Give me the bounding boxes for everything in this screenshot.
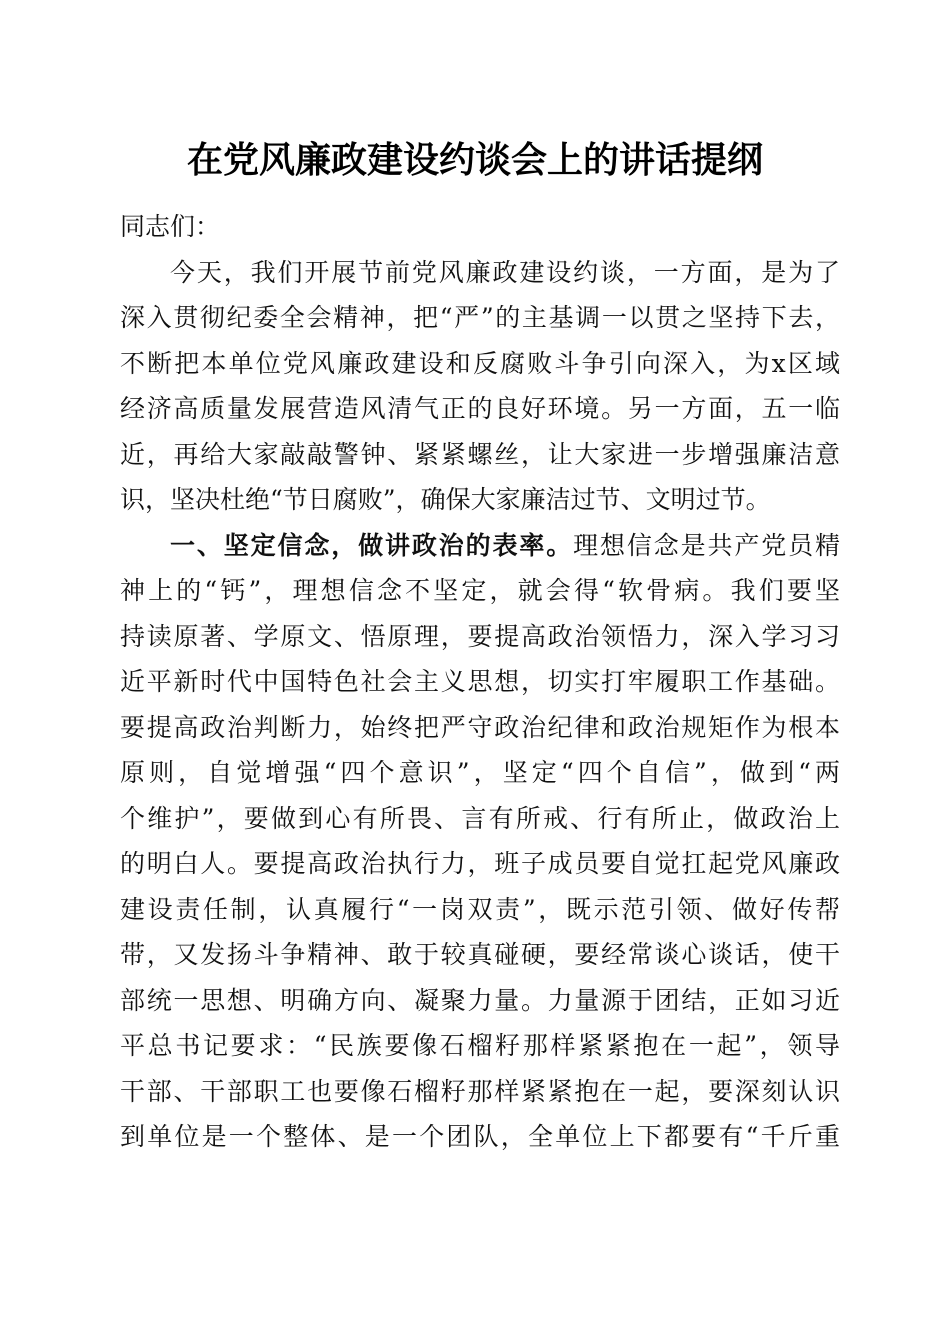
salutation: 同志们： bbox=[120, 212, 221, 241]
paragraph-line: 经济高质量发展营造风清气正的良好环境。另一方面，五一临 bbox=[120, 394, 840, 423]
paragraph-line: 神上的“钙”，理想信念不坚定，就会得“软骨病。我们要坚 bbox=[120, 576, 840, 605]
paragraph-line: 到单位是一个整体、是一个团队，全单位上下都要有“千斤重 bbox=[120, 1122, 840, 1151]
paragraph-line: 深入贯彻纪委全会精神，把“严”的主基调一以贯之坚持下去， bbox=[120, 303, 840, 332]
section-1 bbox=[120, 523, 840, 1160]
paragraph-line: 识，坚决杜绝“节日腐败”，确保大家廉洁过节、文明过节。 bbox=[120, 485, 771, 514]
paragraph-line: 今天，我们开展节前党风廉政建设约谈，一方面，是为了 bbox=[170, 257, 840, 287]
paragraph-line: 近，再给大家敲敲警钟、紧紧螺丝，让大家进一步增强廉洁意 bbox=[120, 439, 840, 469]
paragraph-1 bbox=[120, 250, 840, 523]
paragraph-line: 近平新时代中国特色社会主义思想，切实打牢履职工作基础。 bbox=[120, 667, 840, 696]
paragraph-line: 干部、干部职工也要像石榴籽那样紧紧抱在一起，要深刻认识 bbox=[120, 1076, 840, 1106]
paragraph-line: 要提高政治判断力，始终把严守政治纪律和政治规矩作为根本 bbox=[120, 712, 840, 742]
paragraph-line: 不断把本单位党风廉政建设和反腐败斗争引向深入，为x区域 bbox=[120, 348, 840, 378]
paragraph-line: 平总书记要求：“民族要像石榴籽那样紧紧抱在一起”，领导 bbox=[120, 1031, 840, 1060]
paragraph-line: 建设责任制，认真履行“一岗双责”，既示范引领、做好传帮 bbox=[120, 894, 840, 924]
paragraph-line: 的明白人。要提高政治执行力，班子成员要自觉扛起党风廉政 bbox=[120, 849, 840, 878]
paragraph-line: 持读原著、学原文、悟原理，要提高政治领悟力，深入学习习 bbox=[120, 621, 840, 651]
document-title: 在党风廉政建设约谈会上的讲话提纲 bbox=[186, 139, 763, 181]
section-heading-rest: 理想信念是共产党员精 bbox=[573, 530, 840, 560]
section-heading: 一、坚定信念，做讲政治的表率。 bbox=[170, 530, 574, 560]
paragraph-line: 部统一思想、明确方向、凝聚力量。力量源于团结，正如习近 bbox=[120, 985, 840, 1015]
paragraph-line: 带，又发扬斗争精神、敢于较真碰硬，要经常谈心谈话，使干 bbox=[120, 940, 840, 969]
paragraph-line: 个维护”，要做到心有所畏、言有所戒、行有所止，做政治上 bbox=[120, 803, 840, 833]
document-body bbox=[120, 204, 840, 1160]
section-heading-line bbox=[120, 523, 840, 569]
paragraph-line: 原则，自觉增强“四个意识”，坚定“四个自信”，做到“两 bbox=[120, 758, 840, 787]
